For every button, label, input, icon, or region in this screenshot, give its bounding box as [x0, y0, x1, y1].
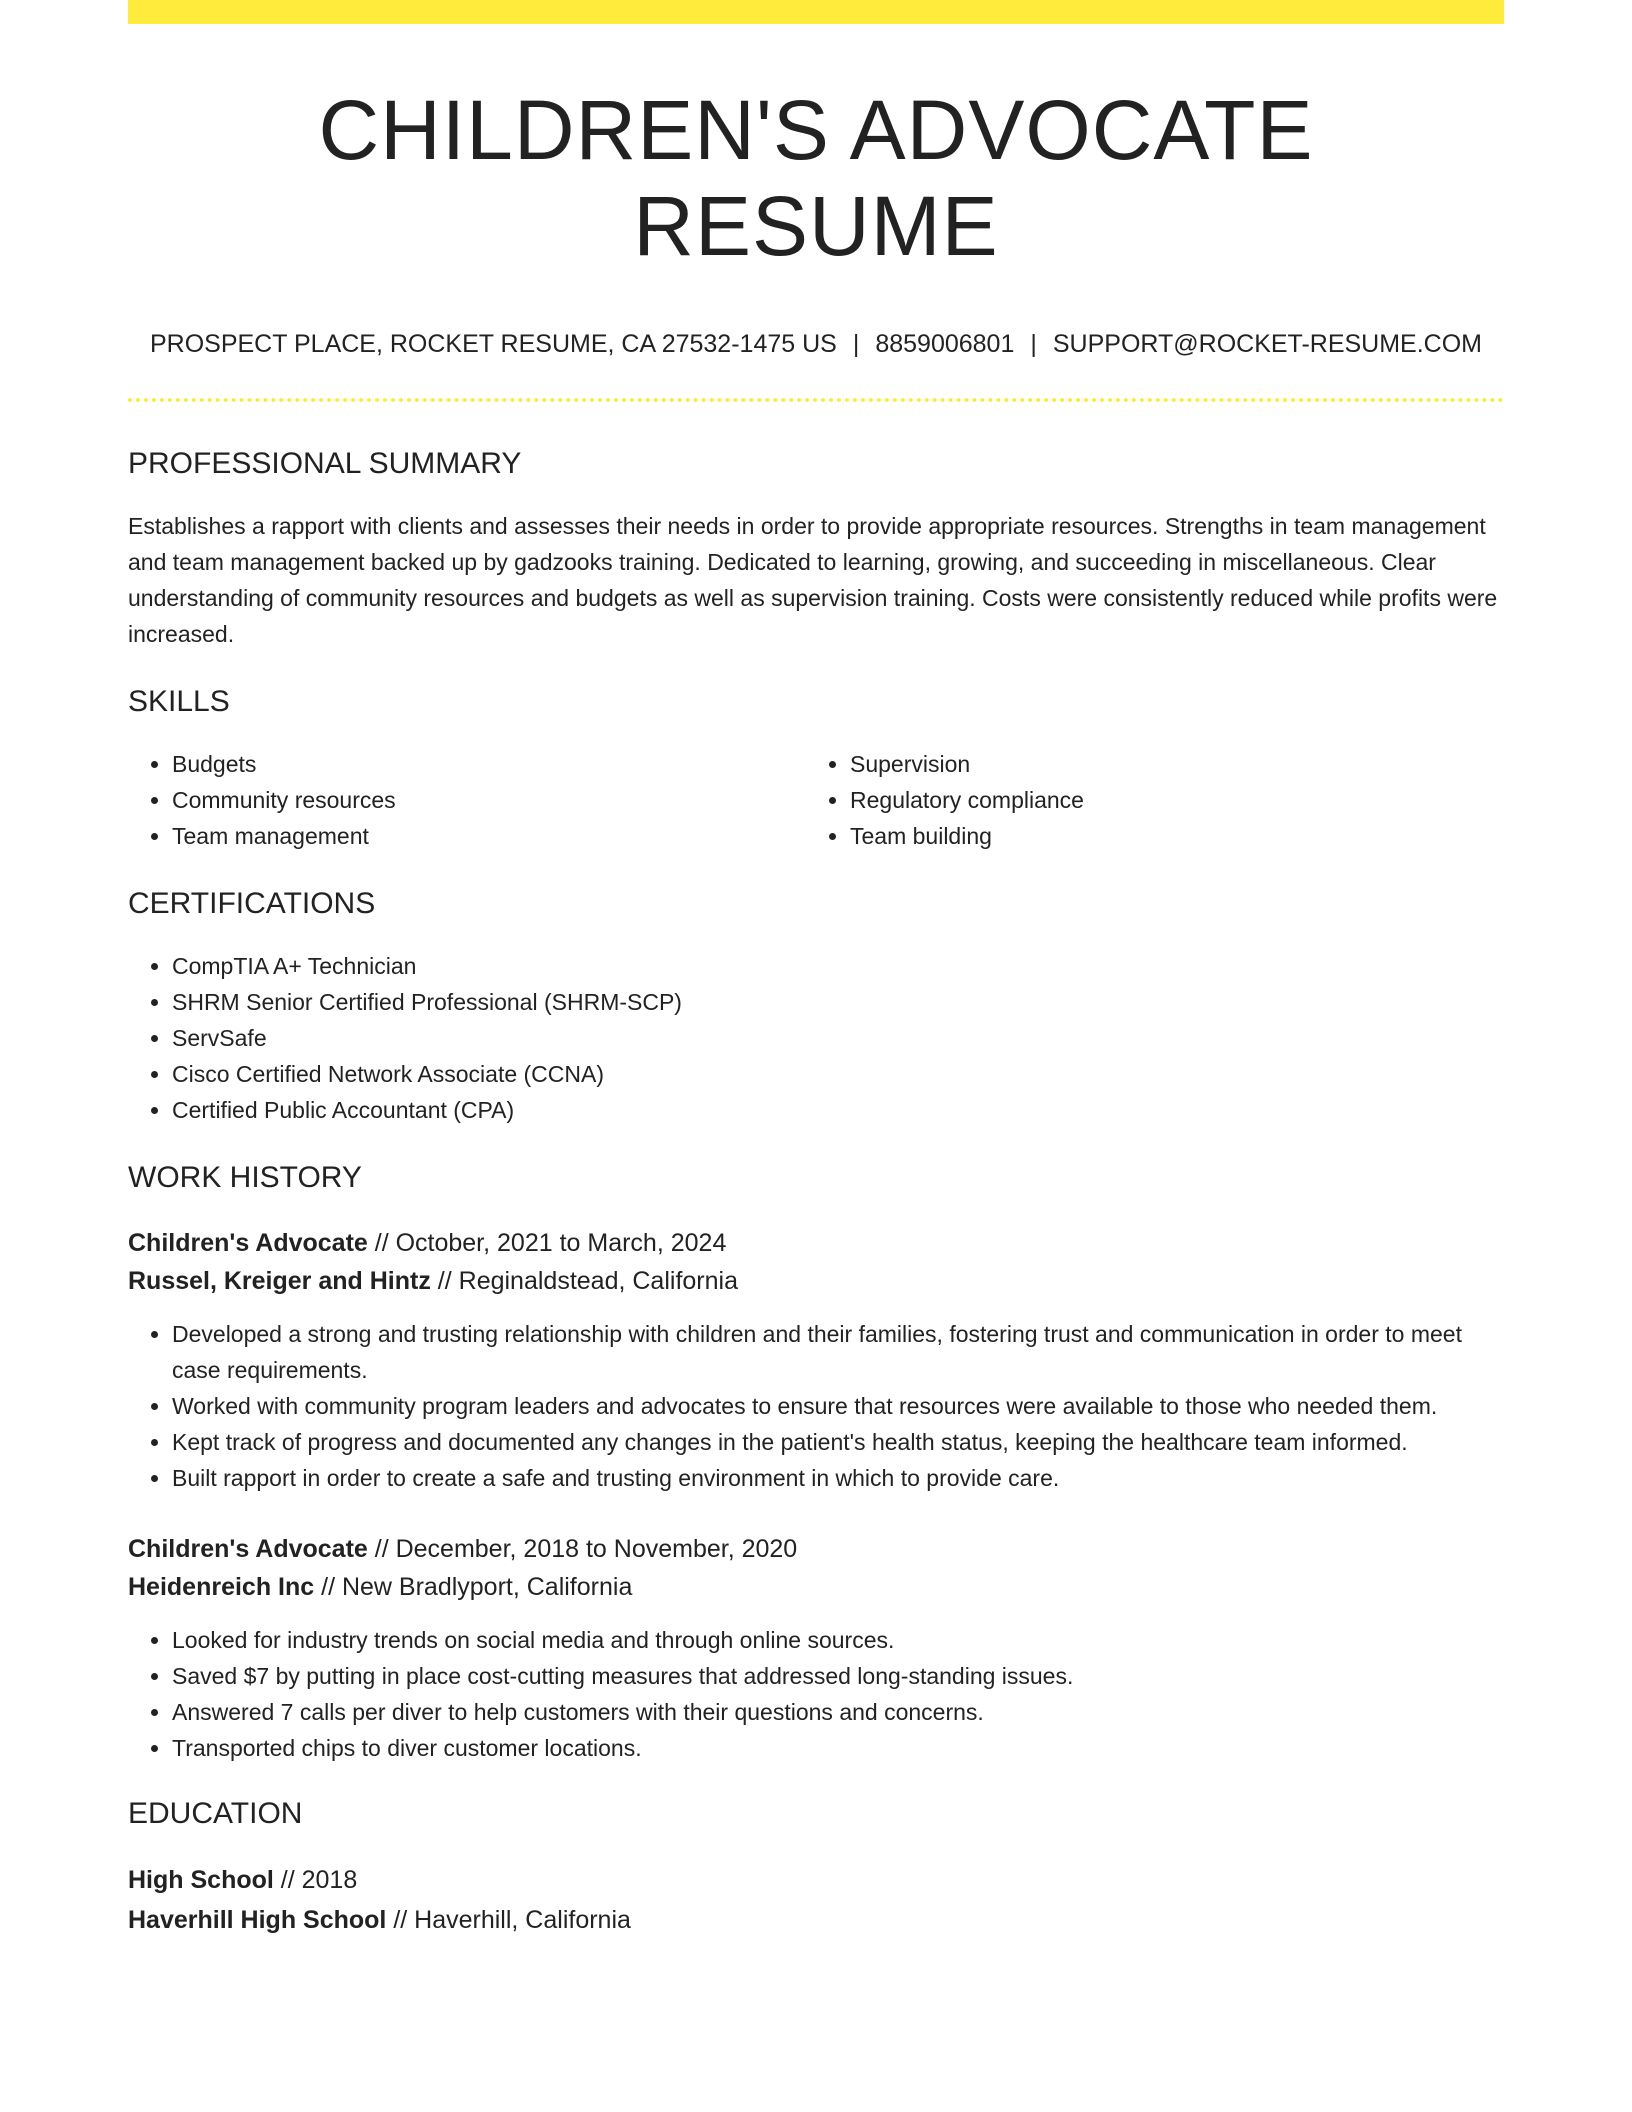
job-company-line: [128, 1568, 1504, 1606]
work-history-heading: WORK HISTORY: [128, 1161, 362, 1194]
education-school-line: [128, 1900, 1504, 1940]
job-bullet: • Transported chips to diver customer locations.: [172, 1730, 1504, 1766]
job-company-line: [128, 1262, 1504, 1300]
education-degree-line: [128, 1860, 1504, 1900]
job-location: // Reginaldstead, California: [430, 1267, 738, 1295]
education-year: // 2018: [273, 1866, 358, 1894]
certification-item: • SHRM Senior Certified Professional (SHRM-SCP): [172, 984, 1504, 1020]
contact-separator: |: [1030, 330, 1037, 358]
job-company: Russel, Kreiger and Hintz: [128, 1267, 431, 1295]
summary-text: Establishes a rapport with clients and assesses their needs in order to provide appropriate resources. Strengths in team management and team management backed up by gadzooks training. Dedicated to learning, growing, and succeeding in miscellaneous. Clear understanding of community resources and budgets as well as supervision training. Costs were consistently reduced while profits were increased.: [128, 513, 1498, 647]
skills-column-left: [128, 746, 806, 854]
certification-item: • Cisco Certified Network Associate (CCNA): [172, 1056, 1504, 1092]
dotted-divider: [128, 398, 1504, 402]
job-dates: // October, 2021 to March, 2024: [367, 1229, 727, 1257]
education-heading: EDUCATION: [128, 1797, 303, 1830]
certifications-list: [128, 948, 1504, 1128]
education-degree: High School: [128, 1866, 274, 1894]
resume-content: [128, 0, 1504, 1940]
skills-heading: SKILLS: [128, 685, 230, 718]
summary-heading: PROFESSIONAL SUMMARY: [128, 447, 522, 480]
certifications-heading: CERTIFICATIONS: [128, 887, 376, 920]
education-location: // Haverhill, California: [386, 1906, 631, 1934]
contact-address: PROSPECT PLACE, ROCKET RESUME, CA 27532-1475 US: [149, 330, 837, 358]
job-bullet: • Answered 7 calls per diver to help customers with their questions and concerns.: [172, 1694, 1504, 1730]
education-school: Haverhill High School: [128, 1906, 387, 1934]
skill-item: • Team building: [850, 818, 1484, 854]
certification-item: • CompTIA A+ Technician: [172, 948, 1504, 984]
skill-item: • Team management: [172, 818, 806, 854]
job-company: Heidenreich Inc: [128, 1573, 315, 1601]
job-location: // New Bradlyport, California: [314, 1573, 633, 1601]
skill-item: • Supervision: [850, 746, 1484, 782]
certification-item: • Certified Public Accountant (CPA): [172, 1092, 1504, 1128]
skills-grid: [128, 746, 1504, 854]
job-dates: // December, 2018 to November, 2020: [367, 1535, 798, 1563]
skill-item: • Regulatory compliance: [850, 782, 1484, 818]
job-bullet: • Built rapport in order to create a safe and trusting environment in which to provide care.: [172, 1460, 1504, 1496]
job-title: Children's Advocate: [128, 1535, 368, 1563]
contact-phone: 8859006801: [875, 330, 1015, 358]
job-bullet: • Saved $7 by putting in place cost-cutting measures that addressed long-standing issues.: [172, 1658, 1504, 1694]
certification-item: • ServSafe: [172, 1020, 1504, 1056]
job-bullet-list: [128, 1316, 1504, 1496]
resume-title: CHILDREN'S ADVOCATE RESUME: [318, 83, 1314, 273]
job-bullet-list: [128, 1622, 1504, 1766]
job-bullet: • Developed a strong and trusting relationship with children and their families, fostering trust and communication in order to meet case requirements.: [172, 1316, 1504, 1388]
contact-separator: |: [852, 330, 860, 358]
skill-item: • Budgets: [172, 746, 806, 782]
job-bullet: • Kept track of progress and documented any changes in the patient's health status, keeping the healthcare team informed.: [172, 1424, 1504, 1460]
contact-email: SUPPORT@ROCKET-RESUME.COM: [1052, 330, 1483, 358]
skills-column-right: [806, 746, 1484, 854]
skills-list-right: [806, 746, 1484, 854]
job-title-line: [128, 1224, 1504, 1262]
job-bullet: • Worked with community program leaders and advocates to ensure that resources were available to those who needed them.: [172, 1388, 1504, 1424]
skill-item: • Community resources: [172, 782, 806, 818]
job-title-line: [128, 1530, 1504, 1568]
contact-line: [128, 328, 1504, 360]
job-title: Children's Advocate: [128, 1229, 368, 1257]
skills-list-left: [128, 746, 806, 854]
job-bullet: • Looked for industry trends on social media and through online sources.: [172, 1622, 1504, 1658]
